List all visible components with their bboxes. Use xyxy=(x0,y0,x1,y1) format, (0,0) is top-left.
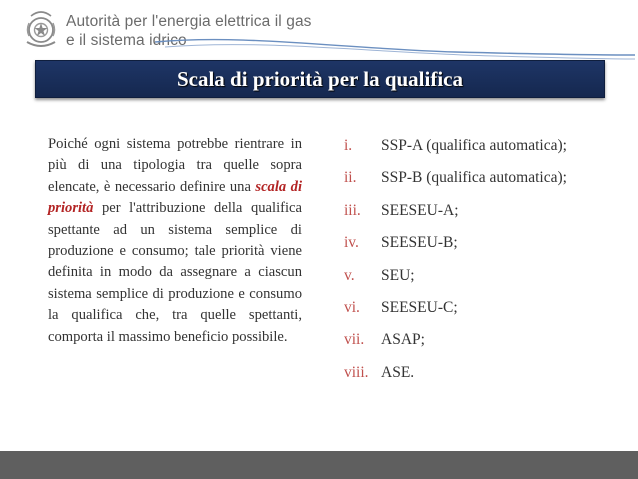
priority-list-item xyxy=(344,233,567,265)
paragraph-text-end: per l'attribuzione della qualifica spettante ad un sistema semplice di produzione e consumo; tale priorità viene definita in modo da assegnare a ciascun sistema semplice di produzione e consumo la qualifica che, tra quelle spettanti, comporta il massimo beneficio possibile. xyxy=(48,200,302,345)
organization-name-line-1: Autorità per l'energia elettrica il gas xyxy=(66,13,312,30)
list-item-text: SSP-B (qualifica automatica); xyxy=(381,169,567,187)
highlighted-term: scala di priorità xyxy=(48,178,302,217)
organization-name-line-2: e il sistema idrico xyxy=(66,32,187,49)
slide-title-bar xyxy=(35,60,605,98)
list-item-text: ASAP; xyxy=(381,331,425,349)
list-item-text: SEESEU-A; xyxy=(381,201,459,219)
priority-list-item xyxy=(344,363,567,395)
list-item-number: ii. xyxy=(344,169,357,187)
list-item-number: v. xyxy=(344,266,355,284)
priority-list xyxy=(344,136,567,395)
priority-list-item xyxy=(344,136,567,168)
priority-list-item xyxy=(344,168,567,200)
list-item-text: ASE. xyxy=(381,363,415,381)
paragraph-text-start: Poiché ogni sistema potrebbe rientrare in più di una tipologia tra quelle sopra elencate, è necessario definire una xyxy=(48,136,302,195)
list-item-number: iii. xyxy=(344,201,361,219)
list-item-text: SEESEU-B; xyxy=(381,234,458,252)
list-item-number: vi. xyxy=(344,298,360,316)
priority-list-item xyxy=(344,298,567,330)
list-item-number: vii. xyxy=(344,331,365,349)
footer-bar xyxy=(0,451,638,479)
header-swoosh-decoration xyxy=(155,28,635,62)
body-paragraph xyxy=(48,134,302,348)
priority-list-item xyxy=(344,330,567,362)
italian-republic-emblem-icon xyxy=(24,8,58,52)
list-item-number: i. xyxy=(344,137,353,154)
list-item-number: iv. xyxy=(344,234,359,252)
slide-title: Scala di priorità per la qualifica xyxy=(176,66,464,91)
list-item-text: SEESEU-C; xyxy=(381,298,458,316)
priority-list-item xyxy=(344,266,567,298)
list-item-text: SEU; xyxy=(381,266,415,284)
list-item-text: SSP-A (qualifica automatica); xyxy=(381,137,567,154)
priority-list-item xyxy=(344,201,567,233)
list-item-number: viii. xyxy=(344,363,369,381)
slide-header xyxy=(0,0,638,62)
